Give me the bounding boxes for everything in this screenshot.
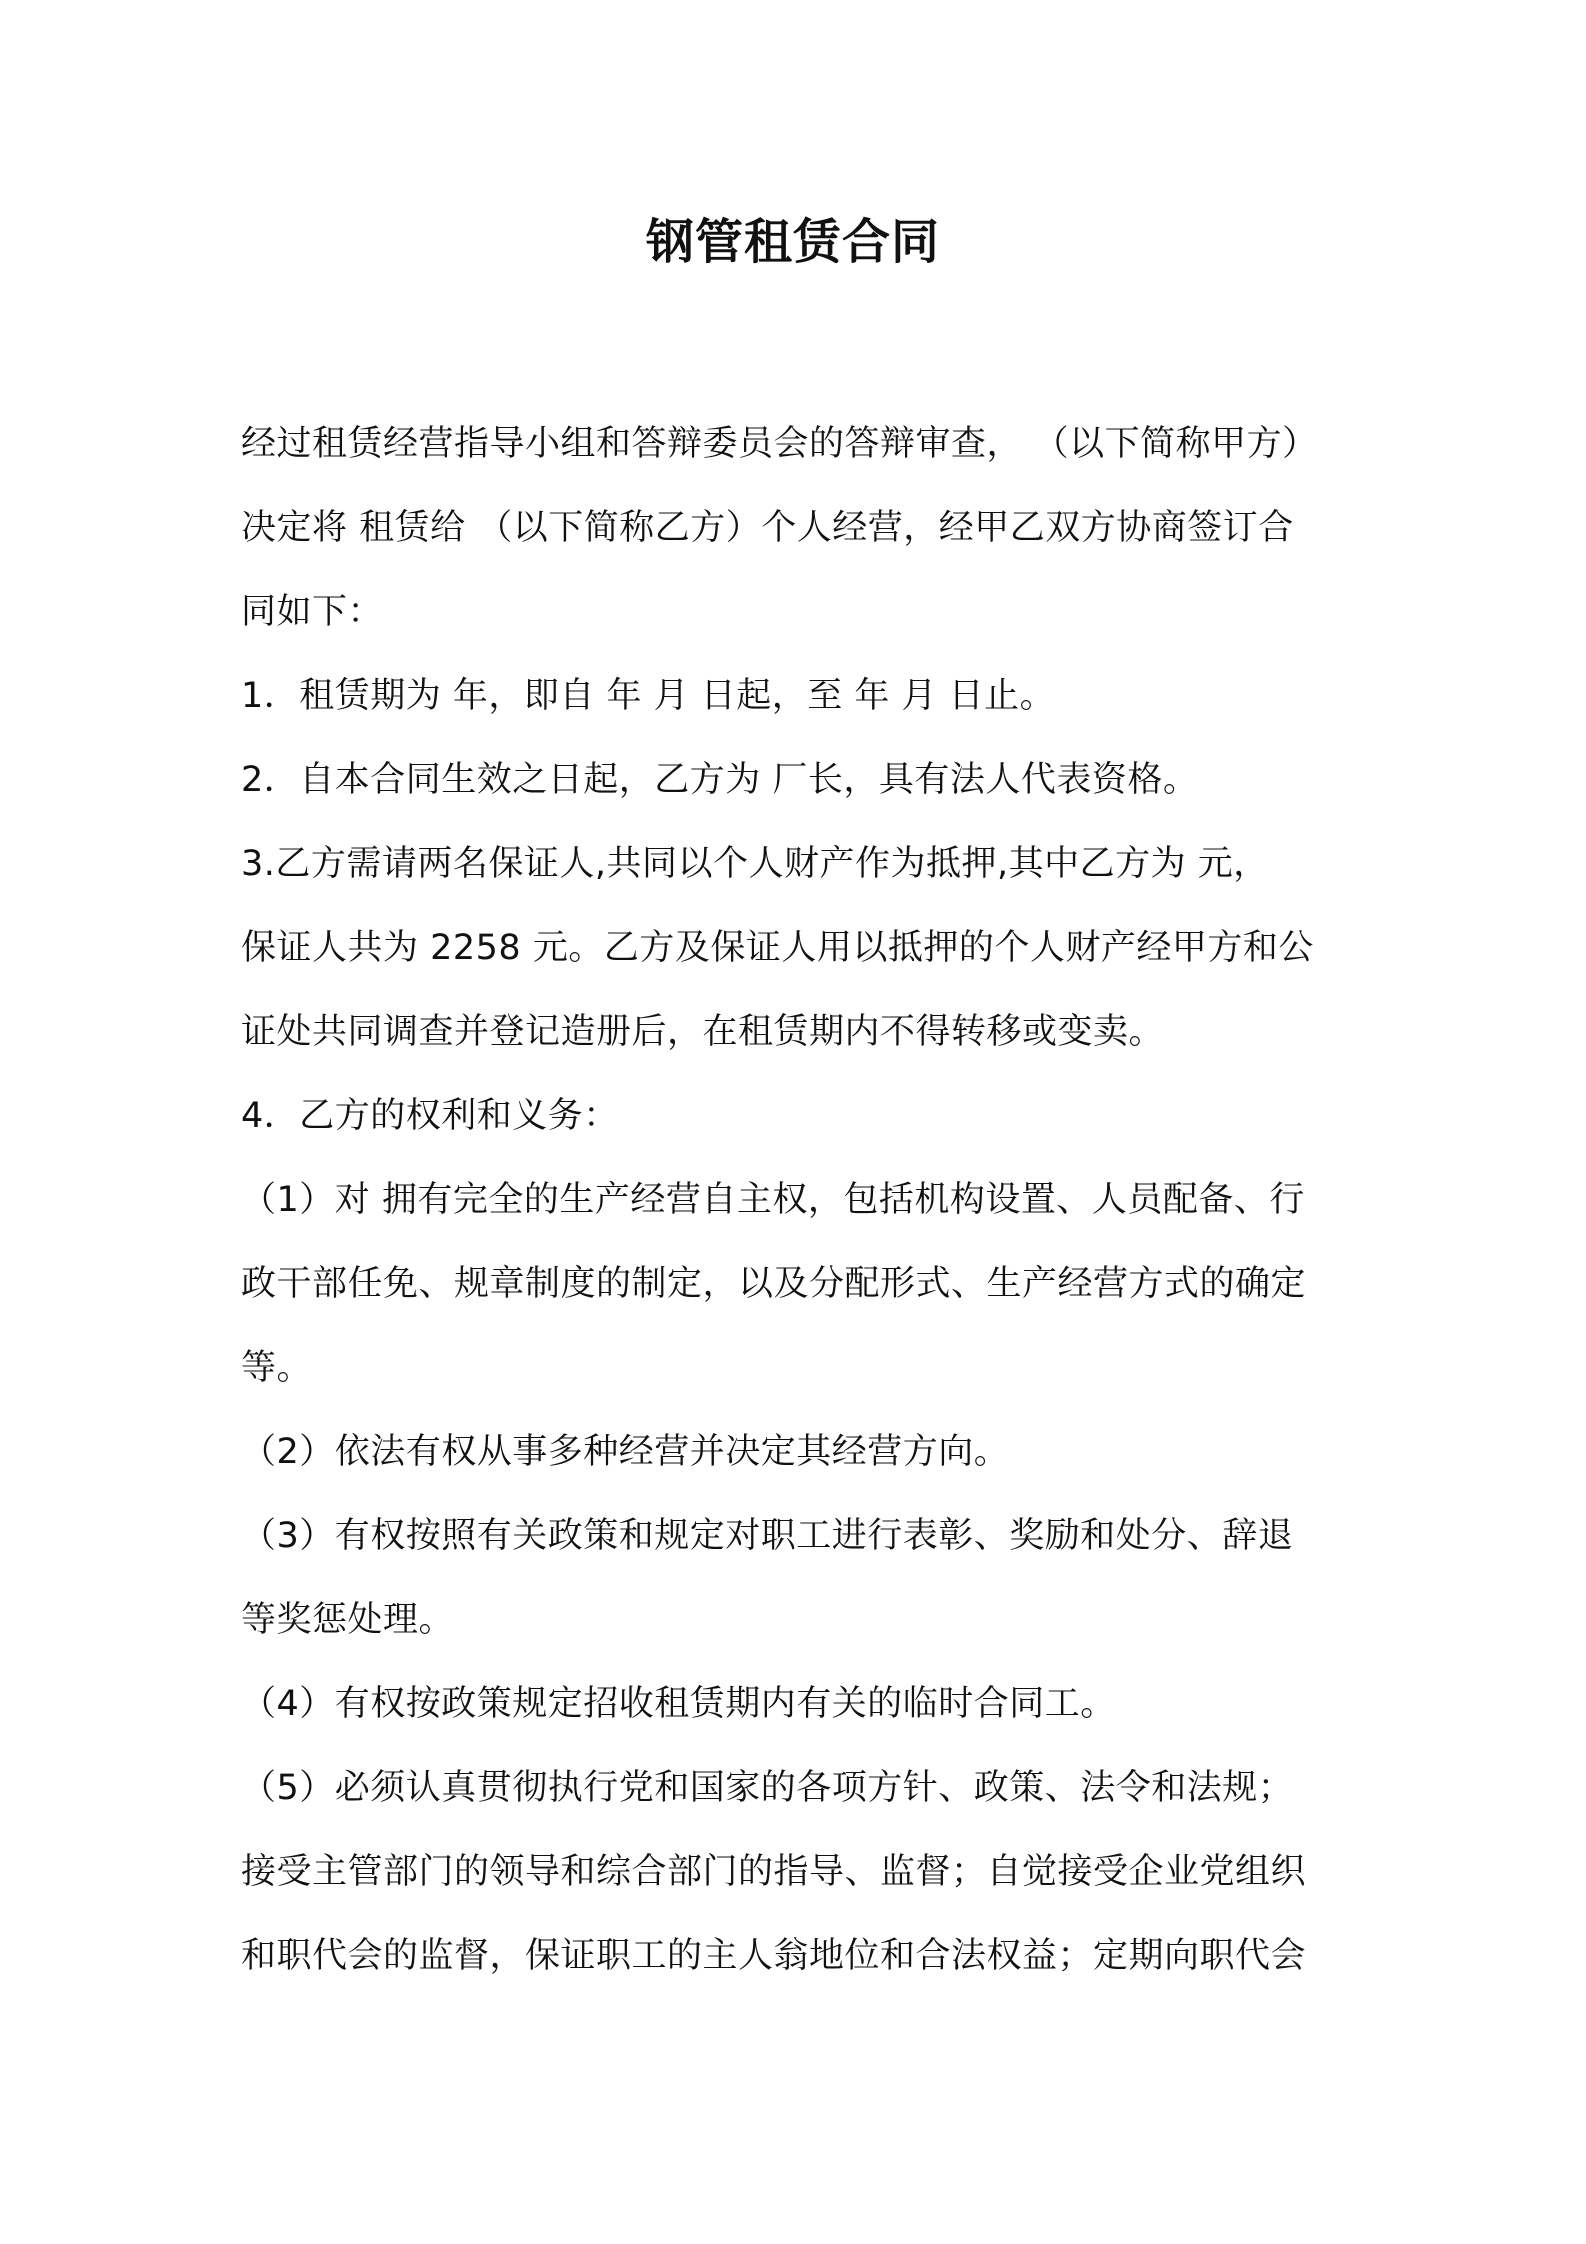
text-line: 和职代会的监督，保证职工的主人翁地位和合法权益；定期向职代会 bbox=[241, 1936, 1307, 1976]
document-title: 钢管租赁合同 bbox=[645, 214, 940, 270]
text-line: 1．租赁期为 年，即自 年 月 日起，至 年 月 日止。 bbox=[241, 676, 1056, 716]
text-line: 政干部任免、规章制度的制定，以及分配形式、生产经营方式的确定 bbox=[241, 1264, 1307, 1304]
text-line: （5）必须认真贯彻执行党和国家的各项方针、政策、法令和法规； bbox=[241, 1768, 1294, 1808]
text-line: 2．自本合同生效之日起，乙方为 厂长，具有法人代表资格。 bbox=[241, 760, 1199, 800]
text-line: 4．乙方的权利和义务： bbox=[241, 1096, 619, 1136]
text-line: 接受主管部门的领导和综合部门的指导、监督；自觉接受企业党组织 bbox=[241, 1852, 1307, 1892]
text-line: 证处共同调查并登记造册后，在租赁期内不得转移或变卖。 bbox=[241, 1012, 1165, 1052]
text-line: 经过租赁经营指导小组和答辩委员会的答辩审查， （以下简称甲方） bbox=[241, 424, 1318, 464]
document-body bbox=[241, 402, 1361, 1998]
text-line: 3.乙方需请两名保证人,共同以个人财产作为抵押,其中乙方为 元， bbox=[241, 844, 1269, 884]
text-line: （3）有权按照有关政策和规定对职工进行表彰、奖励和处分、辞退 bbox=[241, 1516, 1294, 1556]
text-line: 决定将 租赁给 （以下简称乙方）个人经营，经甲乙双方协商签订合 bbox=[241, 508, 1294, 548]
text-line: 同如下： bbox=[241, 592, 384, 632]
text-line: （4）有权按政策规定招收租赁期内有关的临时合同工。 bbox=[241, 1684, 1116, 1724]
text-line: 等奖惩处理。 bbox=[241, 1600, 455, 1640]
text-line: 保证人共为 2258 元。乙方及保证人用以抵押的个人财产经甲方和公 bbox=[241, 928, 1314, 968]
text-line: （2）依法有权从事多种经营并决定其经营方向。 bbox=[241, 1432, 1010, 1472]
text-line: 等。 bbox=[241, 1348, 313, 1388]
text-line: （1）对 拥有完全的生产经营自主权，包括机构设置、人员配备、行 bbox=[241, 1180, 1305, 1220]
